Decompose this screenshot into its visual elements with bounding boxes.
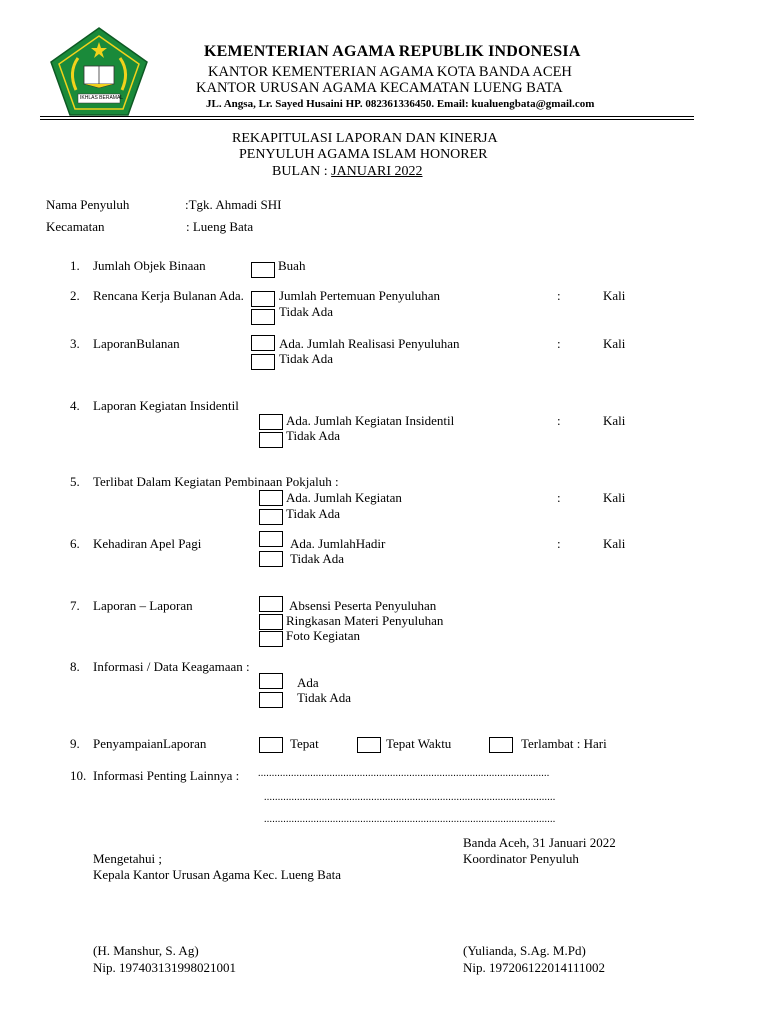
ministry-logo-icon: [48, 26, 150, 118]
item-9-option-late: Terlambat : Hari: [521, 736, 607, 751]
item-4-option-no: Tidak Ada: [286, 428, 341, 443]
district-label: Kecamatan: [46, 219, 105, 234]
item-10-dotted-line-3[interactable]: ..........................................................................................................: [264, 814, 556, 825]
item-5-colon: :: [557, 490, 561, 505]
item-8-option-no: Tidak Ada: [297, 690, 352, 705]
item-2-number: 2.: [70, 288, 80, 303]
item-3-unit: Kali: [603, 336, 626, 351]
month-value: JANUARI 2022: [331, 164, 423, 179]
item-4-label: Laporan Kegiatan Insidentil: [93, 398, 239, 413]
item-2-checkbox-yes[interactable]: [251, 291, 275, 307]
item-3-checkbox-no[interactable]: [251, 354, 275, 370]
signature-right-name: (Yulianda, S.Ag. M.Pd): [463, 943, 586, 958]
item-6-option-no: Tidak Ada: [290, 551, 345, 566]
item-7-option-attendance: Absensi Peserta Penyuluhan: [289, 598, 437, 613]
item-1-unit: Buah: [278, 258, 306, 273]
header-rule-thick: [40, 116, 694, 117]
item-3-colon: :: [557, 336, 561, 351]
item-5-option-no: Tidak Ada: [286, 506, 341, 521]
item-8-option-yes: Ada: [297, 675, 319, 690]
item-6-number: 6.: [70, 536, 80, 551]
item-9-option-punctual: Tepat Waktu: [386, 736, 452, 751]
district-value: : Lueng Bata: [186, 219, 254, 234]
item-7-checkbox-photo[interactable]: [259, 631, 283, 647]
item-3-option-yes: Ada. Jumlah Realisasi Penyuluhan: [279, 336, 460, 351]
item-8-number: 8.: [70, 659, 80, 674]
item-3-label: LaporanBulanan: [93, 336, 180, 351]
item-9-number: 9.: [70, 736, 80, 751]
item-1-input-box[interactable]: [251, 262, 275, 278]
item-3-option-no: Tidak Ada: [279, 351, 334, 366]
item-2-label: Rencana Kerja Bulanan Ada.: [93, 288, 244, 303]
item-9-label: PenyampaianLaporan: [93, 736, 207, 751]
item-6-option-yes: Ada. JumlahHadir: [290, 536, 386, 551]
item-9-checkbox-punctual[interactable]: [357, 737, 381, 753]
item-4-unit: Kali: [603, 413, 626, 428]
name-value: :Tgk. Ahmadi SHI: [185, 197, 282, 212]
item-4-number: 4.: [70, 398, 80, 413]
item-10-dotted-line-1[interactable]: ..........................................................................................................: [258, 768, 550, 779]
item-7-option-photo: Foto Kegiatan: [286, 628, 361, 643]
address-line: JL. Angsa, Lr. Sayed Husaini HP. 082361336450. Email: kualuengbata@gmail.com: [206, 98, 595, 110]
report-title-line1: REKAPITULASI LAPORAN DAN KINERJA: [232, 131, 498, 146]
item-6-checkbox-no[interactable]: [259, 551, 283, 567]
item-7-checkbox-attendance[interactable]: [259, 596, 283, 612]
item-4-checkbox-no[interactable]: [259, 432, 283, 448]
item-5-checkbox-yes[interactable]: [259, 490, 283, 506]
report-title-line2: PENYULUH AGAMA ISLAM HONORER: [239, 147, 488, 162]
item-10-label: Informasi Penting Lainnya :: [93, 768, 240, 783]
item-1-label: Jumlah Objek Binaan: [93, 258, 206, 273]
signature-right-role: Koordinator Penyuluh: [463, 851, 579, 866]
item-4-colon: :: [557, 413, 561, 428]
item-2-option-no: Tidak Ada: [279, 304, 334, 319]
item-7-checkbox-summary[interactable]: [259, 614, 283, 630]
signature-left-acknowledge: Mengetahui ;: [93, 851, 162, 866]
item-1-number: 1.: [70, 258, 80, 273]
signature-left-name: (H. Manshur, S. Ag): [93, 943, 199, 958]
item-6-unit: Kali: [603, 536, 626, 551]
office-name: KANTOR KEMENTERIAN AGAMA KOTA BANDA ACEH: [208, 64, 572, 80]
item-9-option-on-time: Tepat: [290, 736, 319, 751]
item-5-number: 5.: [70, 474, 80, 489]
item-10-dotted-line-2[interactable]: ..........................................................................................................: [264, 792, 556, 803]
item-3-checkbox-yes[interactable]: [251, 335, 275, 351]
item-2-checkbox-no[interactable]: [251, 309, 275, 325]
logo-motto: IKHLAS BERAMAL: [80, 95, 124, 101]
item-9-checkbox-on-time[interactable]: [259, 737, 283, 753]
month-label: BULAN :: [272, 164, 328, 179]
signature-place-date: Banda Aceh, 31 Januari 2022: [463, 835, 616, 850]
item-2-option-yes: Jumlah Pertemuan Penyuluhan: [279, 288, 441, 303]
item-5-label: Terlibat Dalam Kegiatan Pembinaan Pokjaluh :: [93, 474, 339, 489]
item-7-label: Laporan – Laporan: [93, 598, 193, 613]
ministry-name: KEMENTERIAN AGAMA REPUBLIK INDONESIA: [204, 43, 581, 60]
item-7-number: 7.: [70, 598, 80, 613]
item-5-unit: Kali: [603, 490, 626, 505]
item-6-colon: :: [557, 536, 561, 551]
header-rule-thin: [40, 119, 694, 120]
item-4-checkbox-yes[interactable]: [259, 414, 283, 430]
signature-left-nip: Nip. 197403131998021001: [93, 960, 236, 975]
report-month: [272, 164, 423, 180]
item-9-checkbox-late[interactable]: [489, 737, 513, 753]
name-label: Nama Penyuluh: [46, 197, 130, 212]
item-7-option-summary: Ringkasan Materi Penyuluhan: [286, 613, 444, 628]
item-3-number: 3.: [70, 336, 80, 351]
item-6-checkbox-yes[interactable]: [259, 531, 283, 547]
item-8-checkbox-yes[interactable]: [259, 673, 283, 689]
item-2-unit: Kali: [603, 288, 626, 303]
item-5-checkbox-no[interactable]: [259, 509, 283, 525]
signature-right-nip: Nip. 197206122014111002: [463, 960, 606, 975]
item-4-option-yes: Ada. Jumlah Kegiatan Insidentil: [286, 413, 455, 428]
signature-left-role: Kepala Kantor Urusan Agama Kec. Lueng Bata: [93, 867, 341, 882]
kua-name: KANTOR URUSAN AGAMA KECAMATAN LUENG BATA: [196, 80, 563, 96]
ministry-logo: [48, 26, 150, 118]
item-2-colon: :: [557, 288, 561, 303]
item-10-number: 10.: [70, 768, 87, 783]
item-8-checkbox-no[interactable]: [259, 692, 283, 708]
item-8-label: Informasi / Data Keagamaan :: [93, 659, 250, 674]
item-5-option-yes: Ada. Jumlah Kegiatan: [286, 490, 402, 505]
item-6-label: Kehadiran Apel Pagi: [93, 536, 202, 551]
